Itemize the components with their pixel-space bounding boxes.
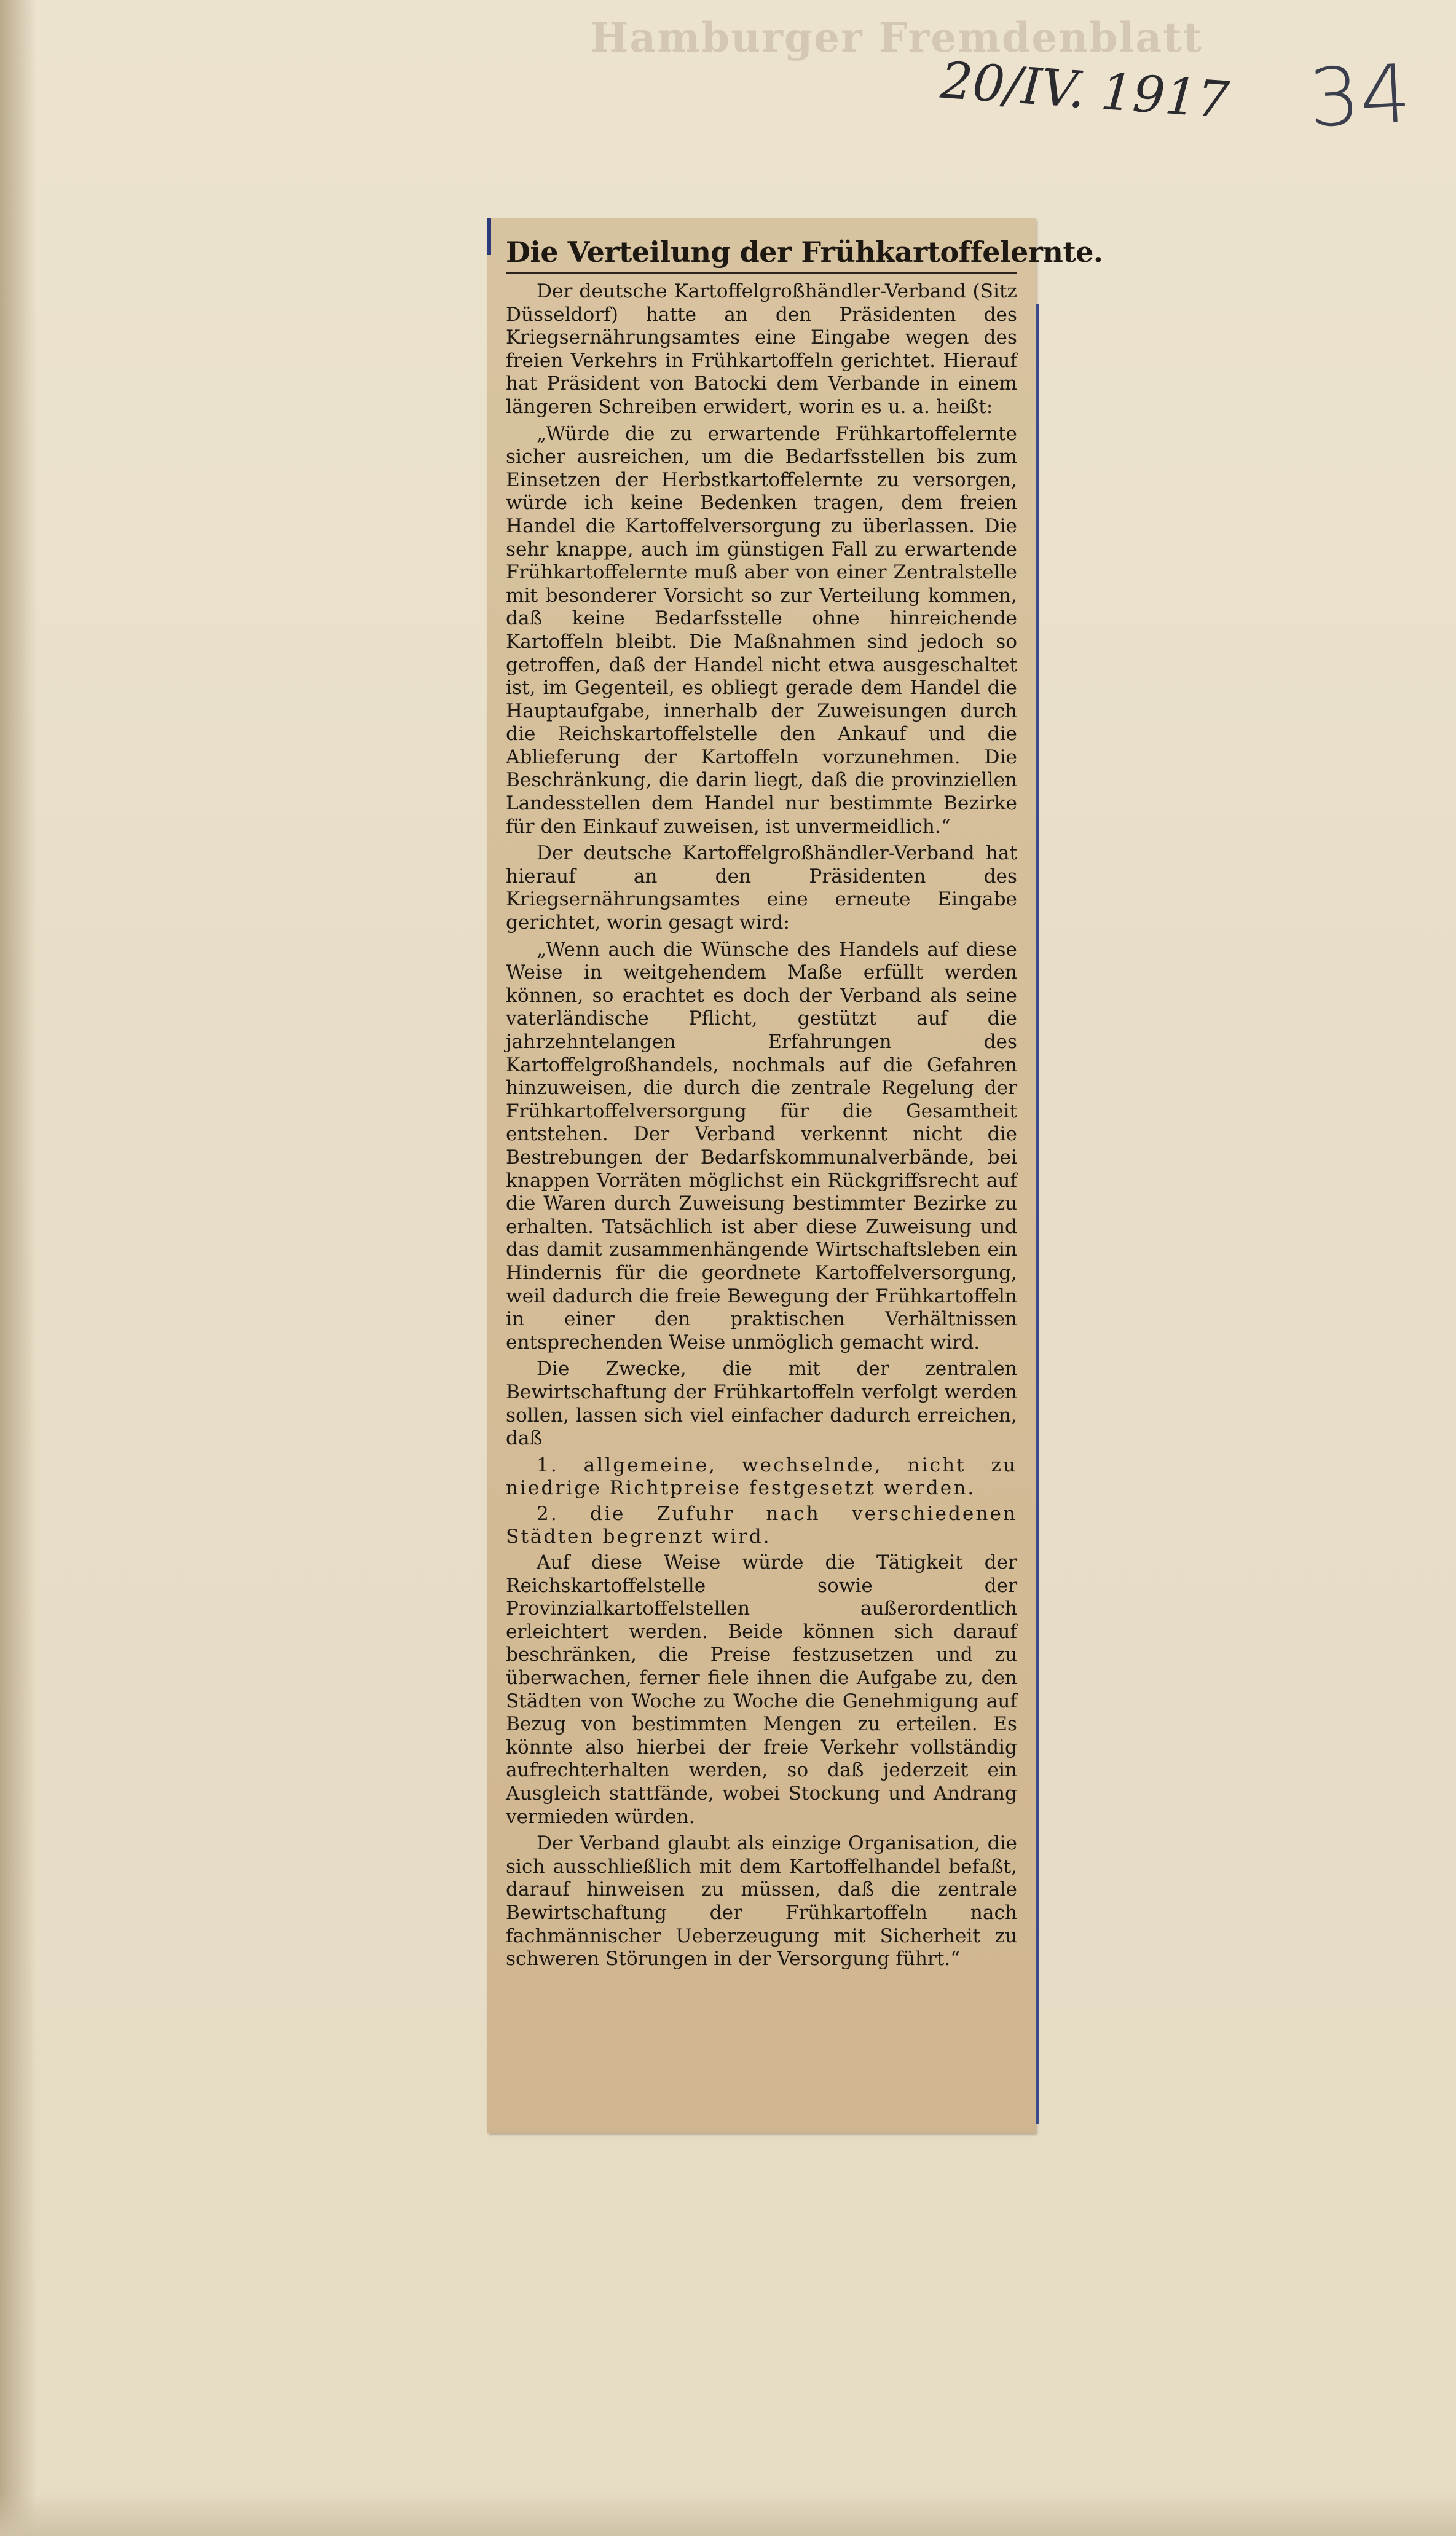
newspaper-masthead: Hamburger Fremdenblatt — [590, 14, 1203, 61]
article-paragraph: Der deutsche Kartoffelgroßhändler-Verband (Sitz Düsseldorf) hatte an den Präsidenten des Kriegsernährungsamtes eine Eingabe wegen des freien Verkehrs in Frühkartoffeln gerichtet. Hierauf hat Präsident von Batocki dem Verbande in einem längeren Schreiben erwidert, worin es u. a. heißt: — [506, 280, 1017, 418]
article-list-item: 2. die Zufuhr nach verschiedenen Städten begrenzt wird. — [506, 1502, 1017, 1548]
article-body — [506, 280, 1017, 1971]
article-paragraph: Der Verband glaubt als einzige Organisation, die sich ausschließlich mit dem Kartoffelhandel befaßt, darauf hinweisen zu müssen, daß die zentrale Bewirtschaftung der Frühkartoffeln nach fachmännischer Ueberzeugung mit Sicherheit zu schweren Störungen in der Versorgung führt.“ — [506, 1832, 1017, 1971]
handwritten-folio-number: 34 — [1307, 46, 1414, 146]
article-list-item: 1. allgemeine, wechselnde, nicht zu niedrige Richtpreise festgesetzt werden. — [506, 1454, 1017, 1500]
article-paragraph: Der deutsche Kartoffelgroßhändler-Verband hat hierauf an den Präsidenten des Kriegsernährungsamtes eine erneute Eingabe gerichtet, worin gesagt wird: — [506, 842, 1017, 934]
article-headline: Die Verteilung der Frühkartoffelernte. — [506, 235, 1017, 274]
handwritten-date: 20/IV. 1917 — [939, 51, 1231, 130]
blue-pencil-margin-line — [1036, 304, 1039, 2124]
article-paragraph: Auf diese Weise würde die Tätigkeit der Reichskartoffelstelle sowie der Provinzialkartoffelstellen außerordentlich erleichtert werden. Beide können sich darauf beschränken, die Preise festzusetzen und zu überwachen, ferner fiele ihnen die Aufgabe zu, den Städten von Woche zu Woche die Genehmigung auf Bezug von bestimmten Mengen zu erteilen. Es könnte also hierbei der freie Verkehr vollständig aufrechterhalten werden, so daß jederzeit ein Ausgleich stattfände, wobei Stockung und Andrang vermieden würden. — [506, 1551, 1017, 1828]
article-paragraph: „Würde die zu erwartende Frühkartoffelernte sicher ausreichen, um die Bedarfsstellen bis zum Einsetzen der Herbstkartoffelernte zu versorgen, würde ich keine Bedenken tragen, dem freien Handel die Kartoffelversorgung zu überlassen. Die sehr knappe, auch im günstigen Fall zu erwartende Frühkartoffelernte muß aber von einer Zentralstelle mit besonderer Vorsicht so zur Verteilung kommen, daß keine Bedarfsstelle ohne hinreichende Kartoffeln bleibt. Die Maßnahmen sind jedoch so getroffen, daß der Handel nicht etwa ausgeschaltet ist, im Gegenteil, es obliegt gerade dem Handel die Hauptaufgabe, innerhalb der Zuweisungen durch die Reichskartoffelstelle den Ankauf und die Ablieferung der Kartoffeln vorzunehmen. Die Beschränkung, die darin liegt, daß die provinziellen Landesstellen dem Handel nur bestimmte Bezirke für den Einkauf zuweisen, ist unvermeidlich.“ — [506, 422, 1017, 838]
article-paragraph: Die Zwecke, die mit der zentralen Bewirtschaftung der Frühkartoffeln verfolgt werden sollen, lassen sich viel einfacher dadurch erreichen, daß — [506, 1358, 1017, 1450]
article-paragraph: „Wenn auch die Wünsche des Handels auf diese Weise in weitgehendem Maße erfüllt werden können, so erachtet es doch der Verband als seine vaterländische Pflicht, gestützt auf die jahrzehntelangen Erfahrungen des Kartoffelgroßhandels, nochmals auf die Gefahren hinzuweisen, die durch die zentrale Regelung der Frühkartoffelversorgung für die Gesamtheit entstehen. Der Verband verkennt nicht die Bestrebungen der Bedarfskommunalverbände, bei knappen Vorräten möglichst ein Rückgriffsrecht auf die Waren durch Zuweisung bestimmter Bezirke zu erhalten. Tatsächlich ist aber diese Zuweisung und das damit zusammenhängende Wirtschaftsleben ein Hindernis für die geordnete Kartoffelversorgung, weil dadurch die freie Bewegung der Frühkartoffeln in einer den praktischen Verhältnissen entsprechenden Weise unmöglich gemacht wird. — [506, 938, 1017, 1353]
blue-pencil-mark — [487, 218, 491, 255]
newspaper-clipping — [487, 218, 1103, 2133]
